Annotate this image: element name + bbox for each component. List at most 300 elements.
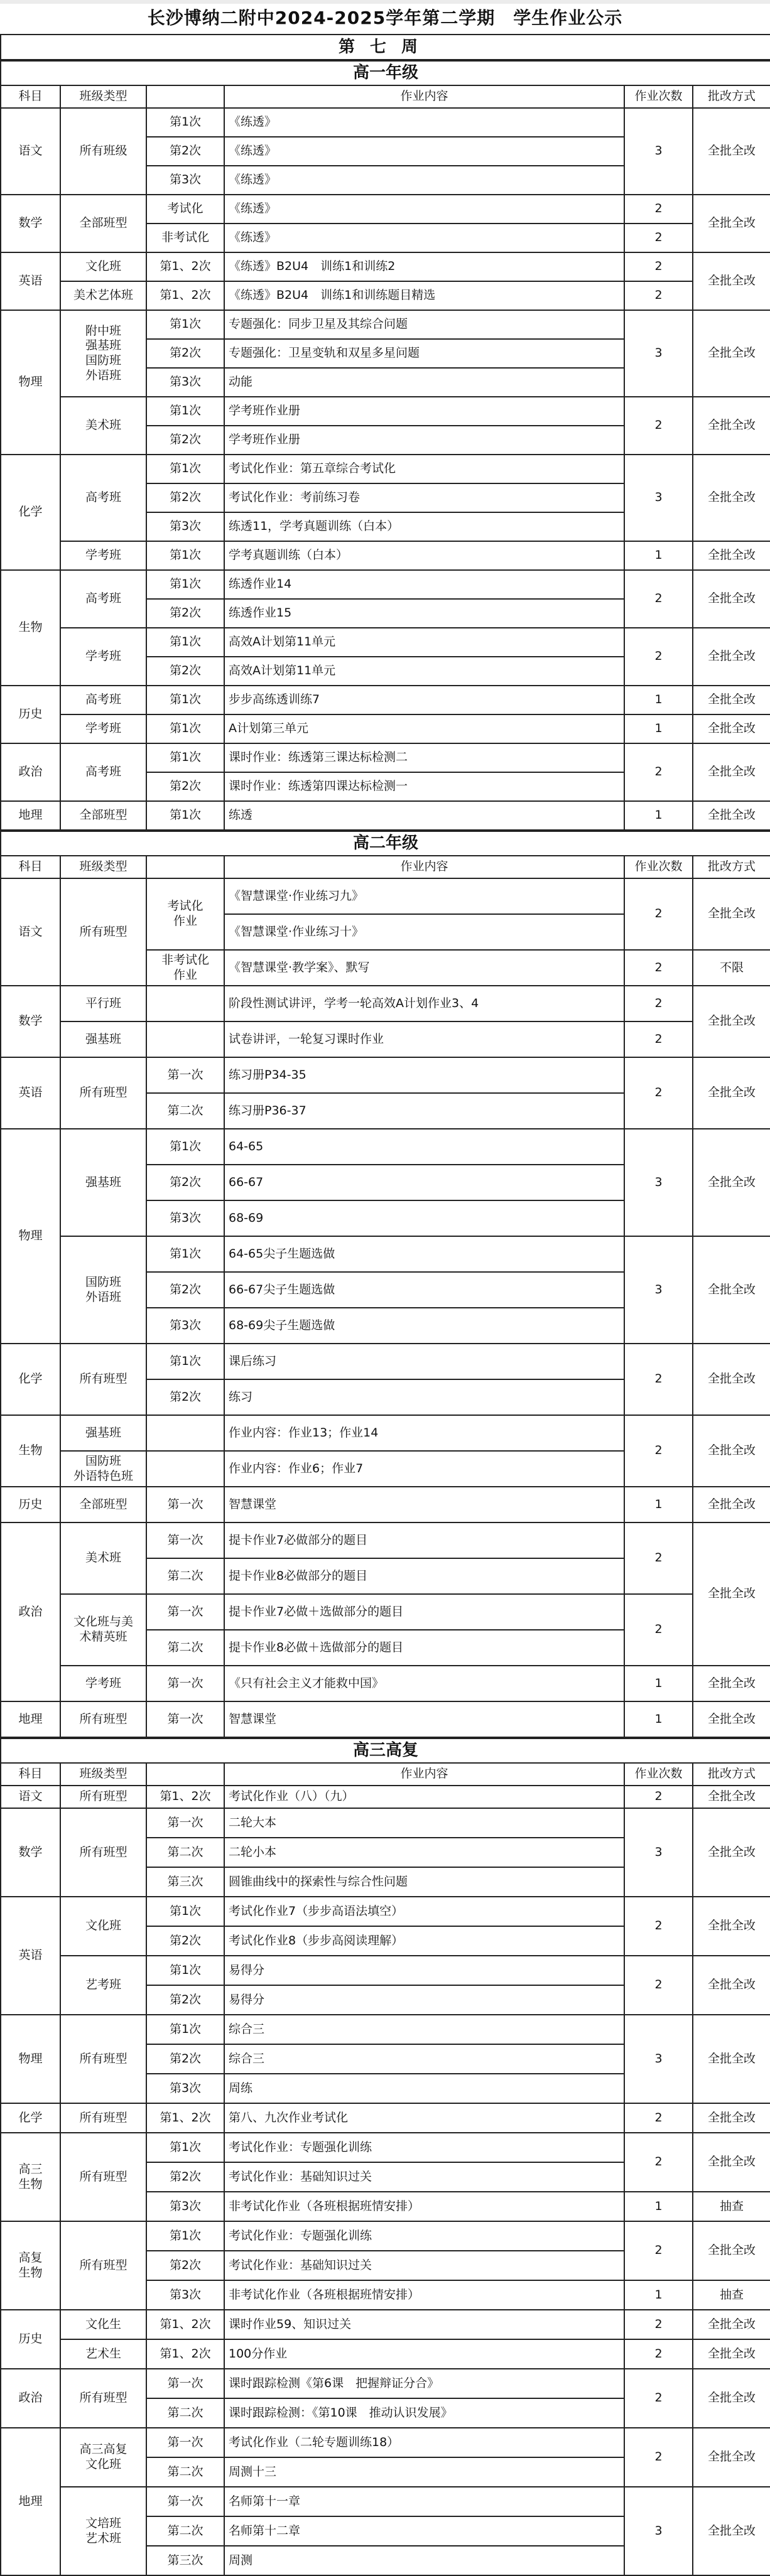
content-cell: 考试化作业：第五章综合考试化 — [224, 455, 624, 483]
grading-method-cell: 全批全改 — [693, 252, 770, 310]
grading-method-cell: 全批全改 — [693, 801, 770, 830]
table-row — [1, 108, 770, 137]
column-header — [146, 856, 224, 878]
grading-method-cell: 全批全改 — [693, 2221, 770, 2280]
table-header-row — [1, 1763, 770, 1786]
sequence-cell: 第1次 — [146, 108, 224, 137]
grading-method-cell: 全批全改 — [693, 1236, 770, 1344]
count-cell: 1 — [624, 541, 693, 570]
content-cell: 《练透》 — [224, 224, 624, 252]
content-cell: A计划第三单元 — [224, 714, 624, 743]
sequence-cell: 考试化 作业 — [146, 878, 224, 950]
sequence-cell: 第1、2次 — [146, 1786, 224, 1808]
grading-method-cell: 全批全改 — [693, 986, 770, 1057]
grading-method-cell: 全批全改 — [693, 570, 770, 628]
class-type-cell: 所有班型 — [60, 2103, 146, 2133]
content-cell: 课时跟踪检测《第6课 把握辩证分合》 — [224, 2369, 624, 2398]
table-row — [1, 2428, 770, 2457]
count-cell: 2 — [624, 570, 693, 628]
page-title: 长沙博纳二附中2024-2025学年第二学期 学生作业公示 — [147, 8, 623, 28]
sequence-cell: 第3次 — [146, 1200, 224, 1236]
table-row — [1, 1344, 770, 1379]
column-header — [146, 1763, 224, 1786]
content-cell: 智慧课堂 — [224, 1701, 624, 1737]
table-row — [1, 801, 770, 830]
subject-cell: 历史 — [1, 2310, 60, 2369]
sequence-cell: 第2次 — [146, 426, 224, 455]
count-cell: 3 — [624, 455, 693, 541]
sequence-cell: 第2次 — [146, 2162, 224, 2192]
subject-cell: 政治 — [1, 743, 60, 801]
sequence-cell: 第1次 — [146, 2015, 224, 2044]
content-cell: 《智慧课堂·教学案》、默写 — [224, 950, 624, 986]
content-cell: 《练透》 — [224, 108, 624, 137]
grading-method-cell: 全批全改 — [693, 1666, 770, 1701]
sequence-cell: 第二次 — [146, 1093, 224, 1129]
content-cell: 名师第十二章 — [224, 2516, 624, 2546]
grading-method-cell: 全批全改 — [693, 686, 770, 714]
class-type-cell: 所有班型 — [60, 1344, 146, 1415]
sequence-cell: 第1次 — [146, 1344, 224, 1379]
sequence-cell: 第1次 — [146, 1956, 224, 1985]
sequence-cell: 第1次 — [146, 2133, 224, 2162]
table-row — [1, 878, 770, 914]
grading-method-cell: 全批全改 — [693, 310, 770, 397]
table-row — [1, 397, 770, 426]
grading-method-cell: 全批全改 — [693, 1956, 770, 2015]
count-cell: 2 — [624, 252, 693, 281]
count-cell: 1 — [624, 1666, 693, 1701]
table-row — [1, 714, 770, 743]
class-type-cell: 全部班型 — [60, 801, 146, 830]
content-cell: 考试化作业：基础知识过关 — [224, 2251, 624, 2280]
class-type-cell: 国防班 外语班 — [60, 1236, 146, 1344]
class-type-cell: 所有班型 — [60, 1701, 146, 1737]
grading-method-cell: 全批全改 — [693, 2015, 770, 2103]
grading-method-cell: 全批全改 — [693, 2339, 770, 2369]
sequence-cell: 第2次 — [146, 657, 224, 686]
class-type-cell: 美术艺体班 — [60, 281, 146, 310]
subject-cell: 数学 — [1, 1808, 60, 1897]
class-type-cell: 艺考班 — [60, 1956, 146, 2015]
sequence-cell: 第1次 — [146, 1897, 224, 1926]
sequence-cell: 第1次 — [146, 686, 224, 714]
column-header: 班级类型 — [60, 856, 146, 878]
count-cell: 2 — [624, 224, 693, 252]
class-type-cell: 学考班 — [60, 1666, 146, 1701]
grading-method-cell: 全批全改 — [693, 714, 770, 743]
sequence-cell: 第一次 — [146, 1666, 224, 1701]
grading-method-cell: 全批全改 — [693, 541, 770, 570]
sequence-cell: 第2次 — [146, 772, 224, 801]
count-cell: 2 — [624, 628, 693, 686]
class-type-cell: 所有班型 — [60, 1808, 146, 1897]
class-type-cell: 附中班 强基班 国防班 外语班 — [60, 310, 146, 397]
count-cell: 3 — [624, 1236, 693, 1344]
content-cell: 易得分 — [224, 1985, 624, 2015]
content-cell: 《练透》 — [224, 166, 624, 195]
table-row — [1, 2339, 770, 2369]
grading-method-cell: 全批全改 — [693, 1701, 770, 1737]
count-cell: 2 — [624, 1057, 693, 1129]
count-cell: 3 — [624, 2015, 693, 2103]
content-cell: 课时作业59、知识过关 — [224, 2310, 624, 2339]
content-cell: 专题强化：同步卫星及其综合问题 — [224, 310, 624, 339]
sequence-cell: 第2次 — [146, 1165, 224, 1200]
subject-cell: 历史 — [1, 1487, 60, 1522]
class-type-cell: 美术班 — [60, 1522, 146, 1594]
sequence-cell: 第2次 — [146, 1379, 224, 1415]
table-row — [1, 2487, 770, 2516]
content-cell: 二轮小本 — [224, 1838, 624, 1867]
content-cell: 作业内容：作业13；作业14 — [224, 1415, 624, 1451]
content-cell: 作业内容：作业6；作业7 — [224, 1451, 624, 1487]
content-cell: 学考真题训练（白本） — [224, 541, 624, 570]
column-header: 作业次数 — [624, 856, 693, 878]
subject-cell: 化学 — [1, 1344, 60, 1415]
subject-cell: 生物 — [1, 1415, 60, 1487]
class-type-cell: 文化生 — [60, 2310, 146, 2339]
sequence-cell: 非考试化 作业 — [146, 950, 224, 986]
content-cell: 综合三 — [224, 2015, 624, 2044]
grading-method-cell: 全批全改 — [693, 2369, 770, 2428]
subject-cell: 英语 — [1, 1897, 60, 2015]
sequence-cell: 第1、2次 — [146, 2103, 224, 2133]
class-type-cell: 文化班 — [60, 252, 146, 281]
content-cell: 综合三 — [224, 2044, 624, 2074]
subject-cell: 化学 — [1, 455, 60, 570]
subject-cell: 语文 — [1, 878, 60, 986]
column-header — [146, 85, 224, 108]
count-cell: 1 — [624, 686, 693, 714]
column-header: 作业次数 — [624, 1763, 693, 1786]
subject-cell: 历史 — [1, 686, 60, 743]
grading-method-cell: 全批全改 — [693, 743, 770, 801]
class-type-cell: 文化班 — [60, 1897, 146, 1956]
subject-cell: 数学 — [1, 986, 60, 1057]
class-type-cell: 平行班 — [60, 986, 146, 1021]
table-row — [1, 1236, 770, 1272]
sequence-cell: 考试化 — [146, 195, 224, 224]
content-cell: 练透11，学考真题训练（白本） — [224, 512, 624, 541]
content-cell: 考试化作业：考前练习卷 — [224, 483, 624, 512]
content-cell: 提卡作业7必做部分的题目 — [224, 1522, 624, 1558]
sequence-cell: 第1次 — [146, 2221, 224, 2251]
subject-cell: 数学 — [1, 195, 60, 252]
sequence-cell: 第3次 — [146, 512, 224, 541]
count-cell: 2 — [624, 986, 693, 1021]
sequence-cell: 第1、2次 — [146, 281, 224, 310]
class-type-cell: 所有班型 — [60, 2133, 146, 2221]
table-row — [1, 455, 770, 483]
table-row — [1, 1522, 770, 1558]
count-cell: 1 — [624, 801, 693, 830]
content-cell: 《智慧课堂·作业练习九》 — [224, 878, 624, 914]
grade-title: 高一年级 — [1, 61, 770, 85]
class-type-cell: 全部班型 — [60, 1487, 146, 1522]
count-cell: 2 — [624, 2221, 693, 2280]
sequence-cell: 第一次 — [146, 1701, 224, 1737]
column-header: 批改方式 — [693, 856, 770, 878]
content-cell: 66-67 — [224, 1165, 624, 1200]
sequence-cell: 第二次 — [146, 1630, 224, 1666]
content-cell: 考试化作业（二轮专题训练18） — [224, 2428, 624, 2457]
class-type-cell: 所有班型 — [60, 1786, 146, 1808]
sequence-cell: 第3次 — [146, 166, 224, 195]
subject-cell: 高三 生物 — [1, 2133, 60, 2221]
grading-method-cell: 全批全改 — [693, 1786, 770, 1808]
table-row — [1, 1415, 770, 1451]
grading-method-cell: 全批全改 — [693, 2428, 770, 2487]
content-cell: 课时跟踪检测：《第10课 推动认识发展》 — [224, 2398, 624, 2428]
sequence-cell: 第一次 — [146, 2487, 224, 2516]
content-cell: 专题强化：卫星变轨和双星多星问题 — [224, 339, 624, 368]
column-header: 班级类型 — [60, 1763, 146, 1786]
count-cell: 2 — [624, 1344, 693, 1415]
count-cell: 2 — [624, 2369, 693, 2428]
sequence-cell: 第2次 — [146, 339, 224, 368]
sequence-cell — [146, 1451, 224, 1487]
sequence-cell: 第一次 — [146, 1057, 224, 1093]
class-type-cell: 文培班 艺术班 — [60, 2487, 146, 2575]
sequence-cell: 第1次 — [146, 801, 224, 830]
table-row — [1, 1956, 770, 1985]
grading-method-cell: 全批全改 — [693, 195, 770, 252]
grading-method-cell: 抽查 — [693, 2280, 770, 2310]
class-type-cell: 高考班 — [60, 570, 146, 628]
table-row — [1, 1701, 770, 1737]
class-type-cell: 强基班 — [60, 1415, 146, 1451]
subject-cell: 物理 — [1, 310, 60, 455]
column-header: 批改方式 — [693, 85, 770, 108]
grading-method-cell: 全批全改 — [693, 2310, 770, 2339]
sequence-cell: 第1次 — [146, 310, 224, 339]
sequence-cell: 第二次 — [146, 2457, 224, 2487]
grading-method-cell: 全批全改 — [693, 108, 770, 195]
table-row — [1, 252, 770, 281]
class-type-cell: 高考班 — [60, 743, 146, 801]
sequence-cell: 第1、2次 — [146, 252, 224, 281]
grading-method-cell: 全批全改 — [693, 1415, 770, 1487]
count-cell: 2 — [624, 2428, 693, 2487]
subject-cell: 语文 — [1, 108, 60, 195]
table-row — [1, 2369, 770, 2398]
count-cell: 2 — [624, 1021, 693, 1057]
grading-method-cell: 全批全改 — [693, 1897, 770, 1956]
class-type-cell: 所有班型 — [60, 878, 146, 986]
content-cell: 练透作业15 — [224, 599, 624, 628]
table-header-row — [1, 856, 770, 878]
class-type-cell: 学考班 — [60, 541, 146, 570]
class-type-cell: 艺术生 — [60, 2339, 146, 2369]
grading-method-cell: 全批全改 — [693, 1129, 770, 1236]
sequence-cell: 第二次 — [146, 1558, 224, 1594]
class-type-cell: 文化班与美 术精英班 — [60, 1594, 146, 1666]
sequence-cell: 第2次 — [146, 599, 224, 628]
content-cell: 练习 — [224, 1379, 624, 1415]
grade-section-table — [0, 60, 770, 831]
count-cell: 2 — [624, 195, 693, 224]
count-cell: 1 — [624, 2280, 693, 2310]
sequence-cell: 第二次 — [146, 1838, 224, 1867]
content-cell: 学考班作业册 — [224, 426, 624, 455]
subject-cell: 化学 — [1, 2103, 60, 2133]
count-cell: 3 — [624, 2487, 693, 2575]
count-cell: 2 — [624, 878, 693, 950]
sequence-cell: 第一次 — [146, 1808, 224, 1838]
column-header: 班级类型 — [60, 85, 146, 108]
content-cell: 课后练习 — [224, 1344, 624, 1379]
count-cell: 2 — [624, 2103, 693, 2133]
count-cell: 1 — [624, 714, 693, 743]
column-header: 作业内容 — [224, 85, 624, 108]
sequence-cell — [146, 1021, 224, 1057]
content-cell: 《练透》B2U4 训练1和训练2 — [224, 252, 624, 281]
content-cell: 课时作业：练透第四课达标检测一 — [224, 772, 624, 801]
class-type-cell: 国防班 外语特色班 — [60, 1451, 146, 1487]
sequence-cell: 第3次 — [146, 2280, 224, 2310]
sequence-cell: 第2次 — [146, 1985, 224, 2015]
content-cell: 名师第十一章 — [224, 2487, 624, 2516]
content-cell: 《练透》B2U4 训练1和训练题目精选 — [224, 281, 624, 310]
table-row — [1, 2015, 770, 2044]
content-cell: 步步高练透训练7 — [224, 686, 624, 714]
table-row — [1, 628, 770, 657]
count-cell: 3 — [624, 1808, 693, 1897]
grade-title: 高二年级 — [1, 831, 770, 856]
count-cell: 2 — [624, 281, 693, 310]
column-header: 作业次数 — [624, 85, 693, 108]
table-row — [1, 1666, 770, 1701]
content-cell: 非考试化作业（各班根据班情安排） — [224, 2280, 624, 2310]
content-cell: 学考班作业册 — [224, 397, 624, 426]
content-cell: 考试化作业8（步步高阅读理解） — [224, 1926, 624, 1956]
column-header: 科目 — [1, 85, 60, 108]
content-cell: 周测 — [224, 2546, 624, 2575]
table-row — [1, 1594, 770, 1630]
content-cell: 考试化作业（八）（九） — [224, 1786, 624, 1808]
sequence-cell: 第1次 — [146, 1236, 224, 1272]
count-cell: 2 — [624, 2133, 693, 2192]
subject-cell: 政治 — [1, 1522, 60, 1701]
grade-section-table — [0, 1738, 770, 2576]
count-cell: 2 — [624, 1956, 693, 2015]
sequence-cell: 第1、2次 — [146, 2310, 224, 2339]
content-cell: 提卡作业8必做部分的题目 — [224, 1558, 624, 1594]
class-type-cell: 强基班 — [60, 1129, 146, 1236]
content-cell: 练习册P36-37 — [224, 1093, 624, 1129]
grading-method-cell: 全批全改 — [693, 1057, 770, 1129]
content-cell: 考试化作业：专题强化训练 — [224, 2221, 624, 2251]
grade-title: 高三高复 — [1, 1738, 770, 1763]
column-header: 科目 — [1, 856, 60, 878]
content-cell: 《练透》 — [224, 137, 624, 166]
count-cell: 1 — [624, 1487, 693, 1522]
content-cell: 提卡作业8必做＋选做部分的题目 — [224, 1630, 624, 1666]
table-row — [1, 2103, 770, 2133]
sequence-cell: 第三次 — [146, 1867, 224, 1897]
sequence-cell: 第2次 — [146, 137, 224, 166]
sequence-cell — [146, 1415, 224, 1451]
content-cell: 第八、九次作业考试化 — [224, 2103, 624, 2133]
sequence-cell: 第1次 — [146, 455, 224, 483]
table-row — [1, 310, 770, 339]
sequence-cell: 第2次 — [146, 2251, 224, 2280]
content-cell: 阶段性测试讲评，学考一轮高效A计划作业3、4 — [224, 986, 624, 1021]
subject-cell: 高复 生物 — [1, 2221, 60, 2310]
homework-table — [0, 34, 770, 60]
count-cell: 2 — [624, 1594, 693, 1666]
class-type-cell: 所有班级 — [60, 108, 146, 195]
sequence-cell: 第一次 — [146, 2369, 224, 2398]
count-cell: 1 — [624, 2192, 693, 2221]
sequence-cell: 第2次 — [146, 483, 224, 512]
column-header: 作业内容 — [224, 1763, 624, 1786]
content-cell: 64-65 — [224, 1129, 624, 1165]
content-cell: 练习册P34-35 — [224, 1057, 624, 1093]
sequence-cell: 第1次 — [146, 570, 224, 599]
sequence-cell: 第一次 — [146, 1487, 224, 1522]
sequence-cell — [146, 986, 224, 1021]
sequence-cell: 第3次 — [146, 2074, 224, 2103]
content-cell: 考试化作业：专题强化训练 — [224, 2133, 624, 2162]
grading-method-cell: 全批全改 — [693, 455, 770, 541]
sequence-cell: 第2次 — [146, 2044, 224, 2074]
count-cell: 2 — [624, 1415, 693, 1487]
grading-method-cell: 不限 — [693, 950, 770, 986]
class-type-cell: 高三高复 文化班 — [60, 2428, 146, 2487]
class-type-cell: 所有班型 — [60, 2015, 146, 2103]
table-row — [1, 1487, 770, 1522]
class-type-cell: 学考班 — [60, 714, 146, 743]
grading-method-cell: 全批全改 — [693, 2487, 770, 2575]
content-cell: 课时作业：练透第三课达标检测二 — [224, 743, 624, 772]
sequence-cell: 第一次 — [146, 1594, 224, 1630]
class-type-cell: 美术班 — [60, 397, 146, 455]
subject-cell: 英语 — [1, 252, 60, 310]
sequence-cell: 第一次 — [146, 2428, 224, 2457]
grading-method-cell: 全批全改 — [693, 1487, 770, 1522]
content-cell: 练透作业14 — [224, 570, 624, 599]
table-row — [1, 195, 770, 224]
count-cell: 2 — [624, 1786, 693, 1808]
count-cell: 2 — [624, 950, 693, 986]
sequence-cell: 第1、2次 — [146, 2339, 224, 2369]
column-header: 作业内容 — [224, 856, 624, 878]
class-type-cell: 高考班 — [60, 686, 146, 714]
sequence-cell: 第1次 — [146, 1129, 224, 1165]
subject-cell: 物理 — [1, 2015, 60, 2103]
content-cell: 提卡作业7必做＋选做部分的题目 — [224, 1594, 624, 1630]
content-cell: 考试化作业：基础知识过关 — [224, 2162, 624, 2192]
table-row — [1, 743, 770, 772]
count-cell: 3 — [624, 310, 693, 397]
grading-method-cell: 全批全改 — [693, 2133, 770, 2192]
column-header: 科目 — [1, 1763, 60, 1786]
table-row — [1, 1129, 770, 1165]
sequence-cell: 第1次 — [146, 541, 224, 570]
subject-cell: 物理 — [1, 1129, 60, 1344]
class-type-cell: 所有班型 — [60, 1057, 146, 1129]
table-row — [1, 1057, 770, 1093]
table-header-row — [1, 85, 770, 108]
table-row — [1, 541, 770, 570]
table-row — [1, 2133, 770, 2162]
subject-cell: 地理 — [1, 2428, 60, 2575]
table-row — [1, 986, 770, 1021]
grading-method-cell: 全批全改 — [693, 2103, 770, 2133]
table-row — [1, 281, 770, 310]
